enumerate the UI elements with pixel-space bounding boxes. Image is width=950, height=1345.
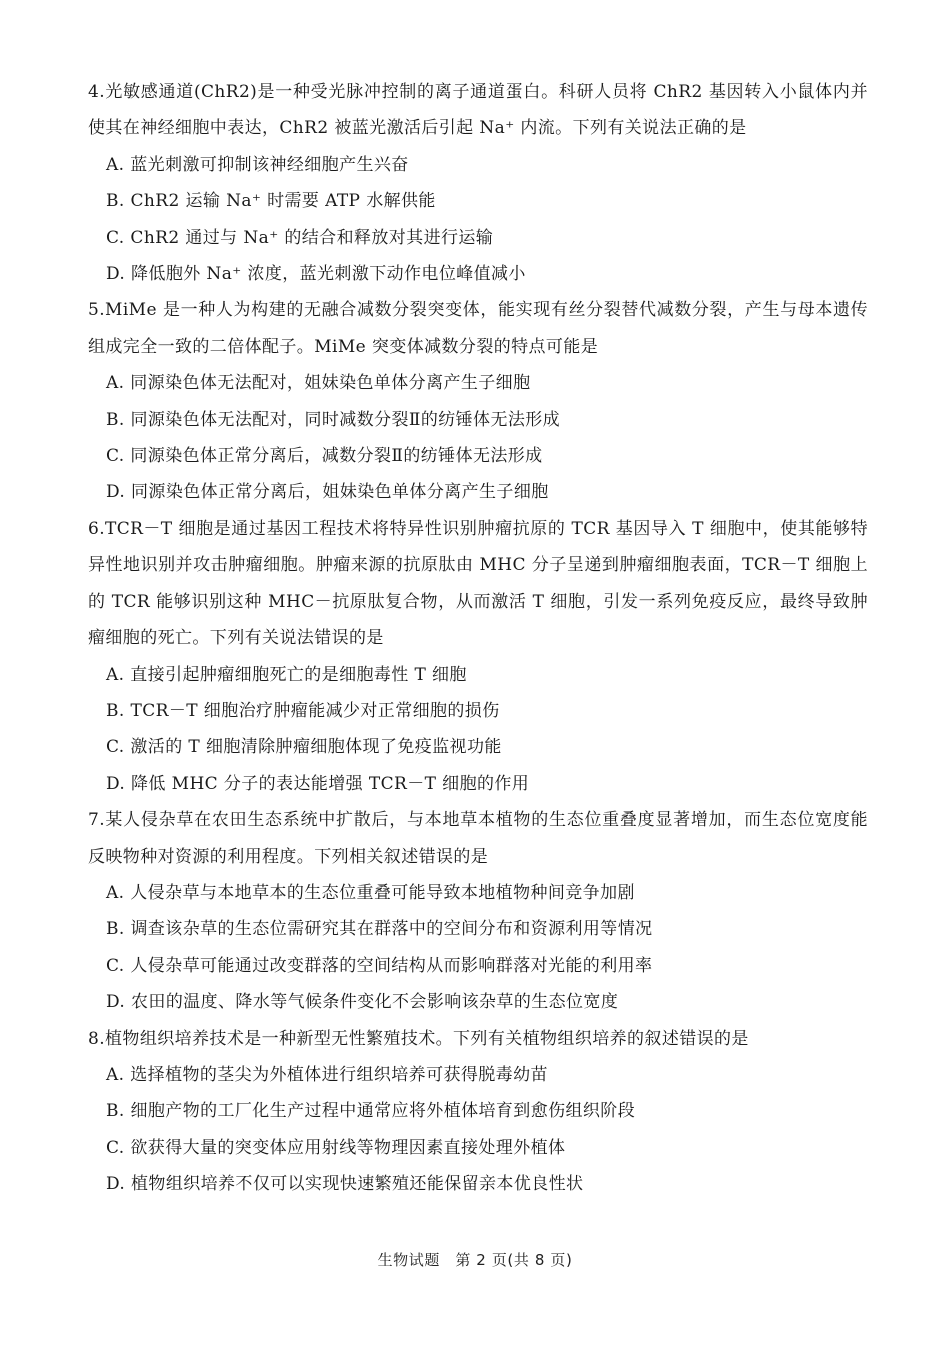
option-b: B. 细胞产物的工厂化生产过程中通常应将外植体培育到愈伤组织阶段 — [106, 1101, 636, 1122]
question-list — [88, 74, 868, 1203]
option-a: A. 直接引起肿瘤细胞死亡的是细胞毒性 T 细胞 — [106, 664, 467, 685]
option-a: A. 蓝光刺激可抑制该神经细胞产生兴奋 — [106, 154, 409, 175]
option-d: D. 降低胞外 Na⁺ 浓度，蓝光刺激下动作电位峰值减小 — [106, 264, 526, 285]
question-7 — [88, 802, 868, 1020]
option-list — [88, 1057, 868, 1203]
question-stem: 7.某人侵杂草在农田生态系统中扩散后，与本地草本植物的生态位重叠度显著增加，而生态位宽度能反映物种对资源的利用程度。下列相关叙述错误的是 — [88, 810, 868, 867]
option-c: C. ChR2 通过与 Na⁺ 的结合和释放对其进行运输 — [106, 227, 494, 248]
option-list — [88, 147, 868, 293]
footer-page-number: 第 2 页(共 8 页) — [455, 1251, 573, 1269]
option-c: C. 同源染色体正常分离后，减数分裂Ⅱ的纺锤体无法形成 — [106, 446, 543, 467]
option-d: D. 降低 MHC 分子的表达能增强 TCR－T 细胞的作用 — [106, 773, 530, 794]
option-c: C. 欲获得大量的突变体应用射线等物理因素直接处理外植体 — [106, 1137, 566, 1158]
option-a: A. 人侵杂草与本地草本的生态位重叠可能导致本地植物种间竞争加剧 — [106, 882, 635, 903]
option-c: C. 激活的 T 细胞清除肿瘤细胞体现了免疫监视功能 — [106, 737, 502, 758]
option-a: A. 同源染色体无法配对，姐妹染色单体分离产生子细胞 — [106, 373, 531, 394]
question-5 — [88, 292, 868, 510]
option-list — [88, 875, 868, 1021]
page-footer — [0, 1248, 950, 1272]
question-8 — [88, 1021, 868, 1203]
option-b: B. 同源染色体无法配对，同时减数分裂Ⅱ的纺锤体无法形成 — [106, 409, 561, 430]
option-d: D. 植物组织培养不仅可以实现快速繁殖还能保留亲本优良性状 — [106, 1174, 584, 1195]
question-6 — [88, 511, 868, 802]
option-list — [88, 365, 868, 511]
option-c: C. 人侵杂草可能通过改变群落的空间结构从而影响群落对光能的利用率 — [106, 955, 653, 976]
footer-subject: 生物试题 — [377, 1251, 440, 1269]
option-b: B. 调查该杂草的生态位需研究其在群落中的空间分布和资源利用等情况 — [106, 919, 653, 940]
option-d: D. 同源染色体正常分离后，姐妹染色单体分离产生子细胞 — [106, 482, 549, 503]
option-d: D. 农田的温度、降水等气候条件变化不会影响该杂草的生态位宽度 — [106, 992, 619, 1013]
question-4 — [88, 74, 868, 292]
option-a: A. 选择植物的茎尖为外植体进行组织培养可获得脱毒幼苗 — [106, 1064, 548, 1085]
option-list — [88, 657, 868, 803]
option-b: B. TCR－T 细胞治疗肿瘤能减少对正常细胞的损伤 — [106, 700, 500, 721]
question-stem: 8.植物组织培养技术是一种新型无性繁殖技术。下列有关植物组织培养的叙述错误的是 — [88, 1028, 749, 1049]
question-stem: 4.光敏感通道(ChR2)是一种受光脉冲控制的离子通道蛋白。科研人员将 ChR2 基因转入小鼠体内并使其在神经细胞中表达，ChR2 被蓝光激活后引起 Na⁺ 内流。下列有关说法正确的是 — [88, 82, 868, 139]
question-stem: 5.MiMe 是一种人为构建的无融合减数分裂突变体，能实现有丝分裂替代减数分裂，产生与母本遗传组成完全一致的二倍体配子。MiMe 突变体减数分裂的特点可能是 — [88, 300, 868, 357]
option-b: B. ChR2 运输 Na⁺ 时需要 ATP 水解供能 — [106, 191, 436, 212]
question-stem: 6.TCR－T 细胞是通过基因工程技术将特异性识别肿瘤抗原的 TCR 基因导入 T 细胞中，使其能够特异性地识别并攻击肿瘤细胞。肿瘤来源的抗原肽由 MHC 分子呈递到肿瘤细胞表面，TCR－T 细胞上的 TCR 能够识别这种 MHC－抗原肽复合物，从而激活 T 细胞，引发一系列免疫反应，最终导致肿瘤细胞的死亡。下列有关说法错误的是 — [88, 518, 868, 649]
